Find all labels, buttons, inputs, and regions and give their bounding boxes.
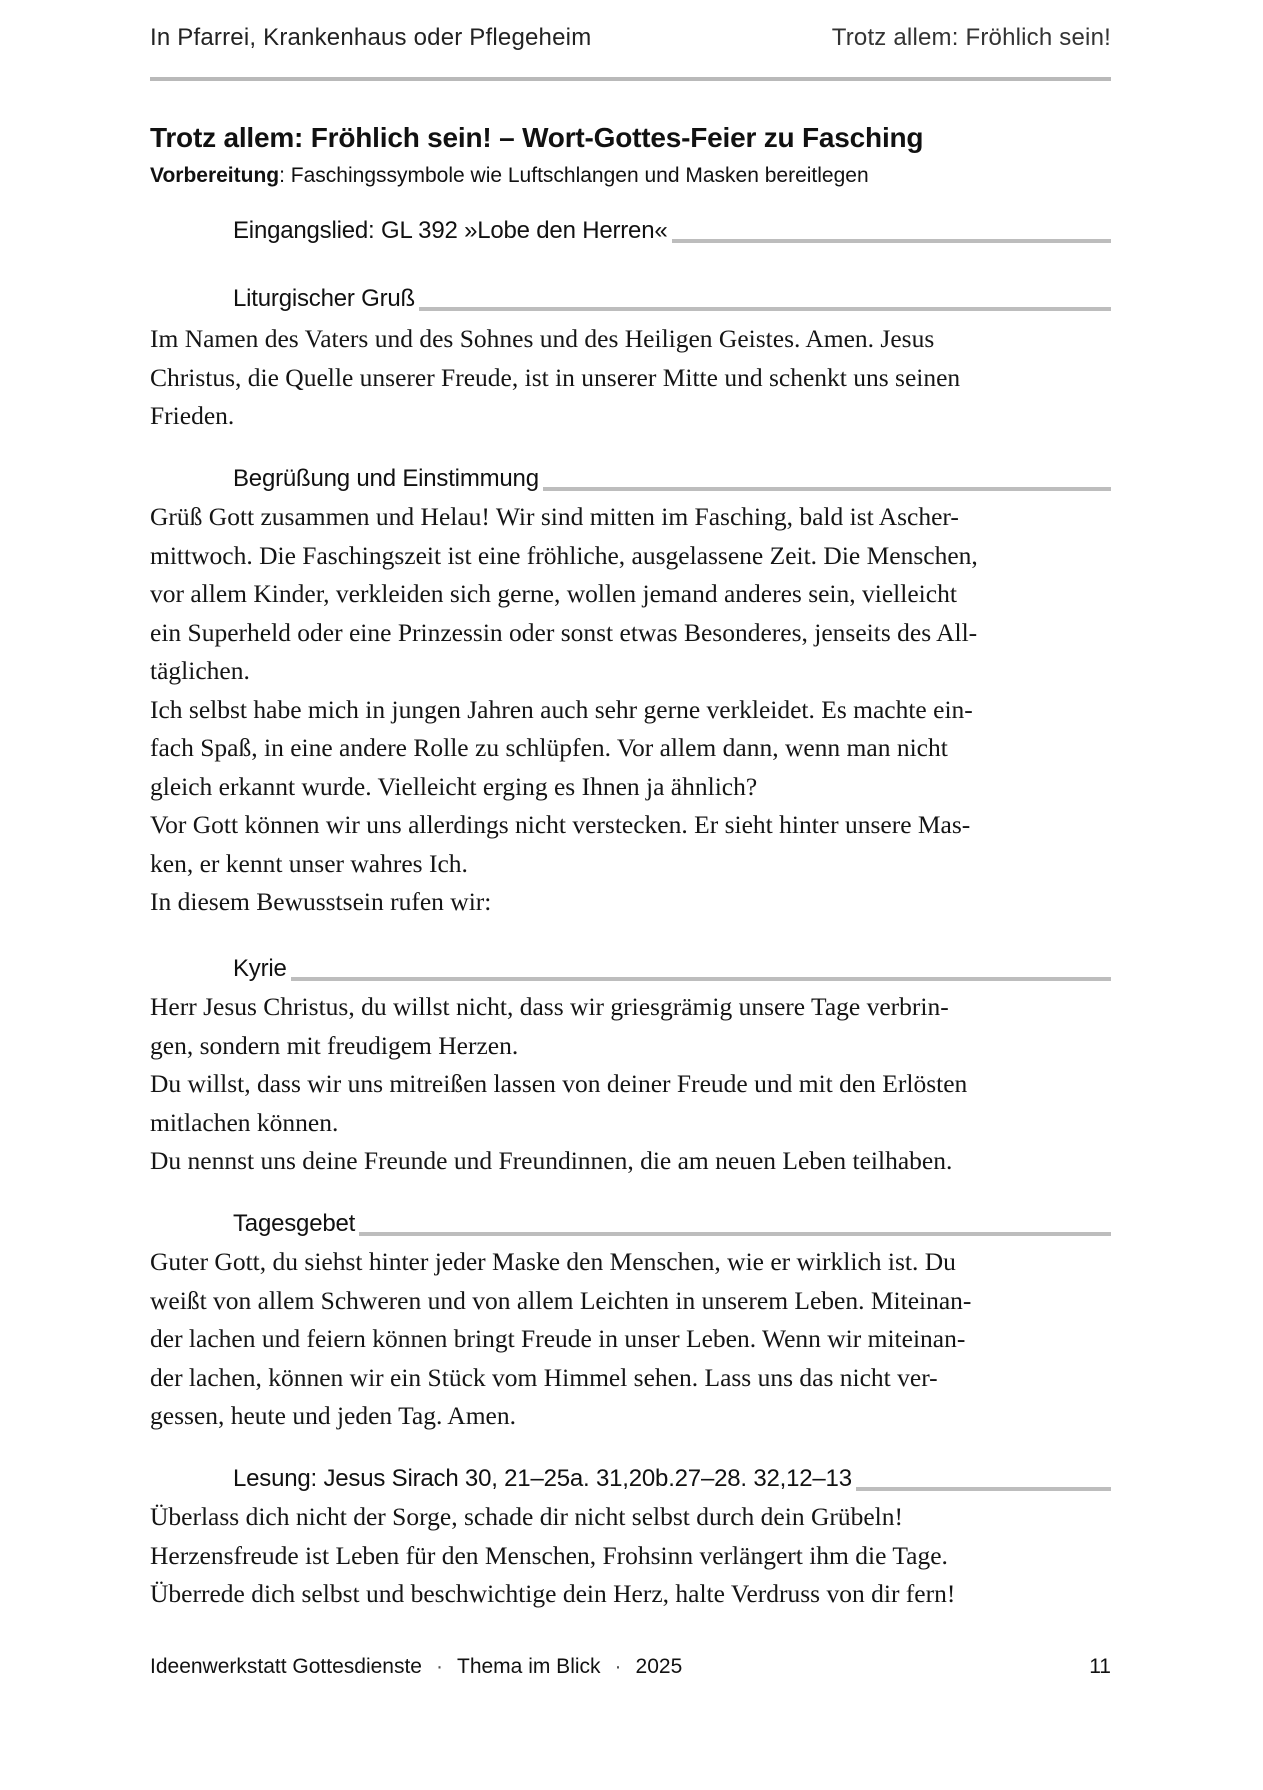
footer-publication-info xyxy=(150,1655,682,1679)
text-line: Herr Jesus Christus, du willst nicht, dass wir griesgrämig unsere Tage verbrin- xyxy=(150,992,949,1021)
section-body-liturgischer-gruss xyxy=(150,320,1111,436)
heading-rule xyxy=(856,1487,1111,1491)
footer-year: 2025 xyxy=(635,1655,683,1678)
section-heading-label: Eingangslied: GL 392 »Lobe den Herren« xyxy=(233,217,668,244)
heading-rule xyxy=(291,977,1111,981)
heading-rule xyxy=(359,1232,1111,1236)
text-line: der lachen und feiern können bringt Freude in unser Leben. Wenn wir miteinan- xyxy=(150,1324,966,1353)
text-line: der lachen, können wir ein Stück vom Himmel sehen. Lass uns das nicht ver- xyxy=(150,1362,938,1392)
section-heading-label: Tagesgebet xyxy=(233,1210,356,1237)
text-line: gessen, heute und jeden Tag. Amen. xyxy=(150,1401,516,1430)
text-line: Im Namen des Vaters und des Sohnes und des Heiligen Geistes. Amen. Jesus xyxy=(150,324,935,353)
section-heading-lesung xyxy=(233,1460,1111,1494)
footer-separator: · xyxy=(614,1655,622,1678)
header-divider xyxy=(150,77,1111,81)
section-body-tagesgebet xyxy=(150,1243,1111,1436)
text-line: Ich selbst habe mich in jungen Jahren auch sehr gerne verkleidet. Es machte ein- xyxy=(150,694,973,724)
running-header-right: Trotz allem: Fröhlich sein! xyxy=(831,24,1111,51)
running-header xyxy=(150,24,1111,58)
heading-rule xyxy=(543,487,1111,491)
text-line: In diesem Bewusstsein rufen wir: xyxy=(150,887,492,916)
text-line: ein Superheld oder eine Prinzessin oder sonst etwas Besonderes, jenseits des All- xyxy=(150,617,978,647)
section-heading-label: Liturgischer Gruß xyxy=(233,285,415,312)
text-line: Christus, die Quelle unserer Freude, ist in unserer Mitte und schenkt uns seinen xyxy=(150,362,961,392)
text-line: fach Spaß, in eine andere Rolle zu schlüpfen. Vor allem dann, wenn man nicht xyxy=(150,733,948,762)
text-line: mitlachen können. xyxy=(150,1107,339,1137)
section-heading-label: Begrüßung und Einstimmung xyxy=(233,465,539,492)
text-line: gleich erkannt wurde. Vielleicht erging es Ihnen ja ähnlich? xyxy=(150,771,758,801)
section-body-lesung xyxy=(150,1498,1111,1614)
page-number: 11 xyxy=(1089,1655,1111,1678)
document-title: Trotz allem: Fröhlich sein! – Wort-Gottes-Feier zu Fasching xyxy=(150,122,924,153)
text-line: Überrede dich selbst und beschwichtige dein Herz, halte Verdruss von dir fern! xyxy=(150,1579,956,1608)
text-line: vor allem Kinder, verkleiden sich gerne, wollen jemand anderes sein, vielleicht xyxy=(150,579,957,608)
running-header-left: In Pfarrei, Krankenhaus oder Pflegeheim xyxy=(150,24,592,51)
section-body-begruessung xyxy=(150,498,1111,922)
section-heading-tagesgebet xyxy=(233,1205,1111,1239)
section-heading-liturgischer-gruss xyxy=(233,280,1111,314)
text-line: mittwoch. Die Faschingszeit ist eine fröhliche, ausgelassene Zeit. Die Menschen, xyxy=(150,540,978,570)
text-line: ken, er kennt unser wahres Ich. xyxy=(150,848,468,878)
text-line: Guter Gott, du siehst hinter jeder Maske den Menschen, wie er wirklich ist. Du xyxy=(150,1247,956,1276)
heading-rule xyxy=(672,239,1111,243)
text-line: weißt von allem Schweren und von allem Leichten in unserem Leben. Miteinan- xyxy=(150,1285,972,1315)
text-line: Grüß Gott zusammen und Helau! Wir sind mitten im Fasching, bald ist Ascher- xyxy=(150,502,959,531)
footer-series: Thema im Blick xyxy=(457,1655,601,1678)
section-heading-begruessung xyxy=(233,460,1111,494)
preparation-text: : Faschingssymbole wie Luftschlangen und Masken bereitlegen xyxy=(279,164,869,187)
section-heading-label: Kyrie xyxy=(233,955,287,982)
section-heading-kyrie xyxy=(233,950,1111,984)
text-line: Überlass dich nicht der Sorge, schade dir nicht selbst durch dein Grübeln! xyxy=(150,1502,903,1531)
text-line: Herzensfreude ist Leben für den Menschen, Frohsinn verlängert ihm die Tage. xyxy=(150,1540,948,1570)
preparation-label: Vorbereitung xyxy=(150,164,280,187)
section-heading-label: Lesung: Jesus Sirach 30, 21–25a. 31,20b.27–28. 32,12–13 xyxy=(233,1465,852,1492)
footer-separator: · xyxy=(436,1655,443,1678)
preparation-note xyxy=(150,164,869,188)
heading-rule xyxy=(419,307,1111,311)
text-line: gen, sondern mit freudigem Herzen. xyxy=(150,1030,519,1060)
text-line: täglichen. xyxy=(150,656,250,685)
section-body-kyrie xyxy=(150,988,1111,1181)
section-heading-eingangslied xyxy=(233,212,1111,246)
text-line: Du nennst uns deine Freunde und Freundinnen, die am neuen Leben teilhaben. xyxy=(150,1146,953,1175)
text-line: Vor Gott können wir uns allerdings nicht verstecken. Er sieht hinter unsere Mas- xyxy=(150,810,971,839)
text-line: Du willst, dass wir uns mitreißen lassen von deiner Freude und mit den Erlösten xyxy=(150,1069,968,1098)
text-line: Frieden. xyxy=(150,401,235,430)
footer-publication: Ideenwerkstatt Gottesdienste xyxy=(150,1655,422,1678)
